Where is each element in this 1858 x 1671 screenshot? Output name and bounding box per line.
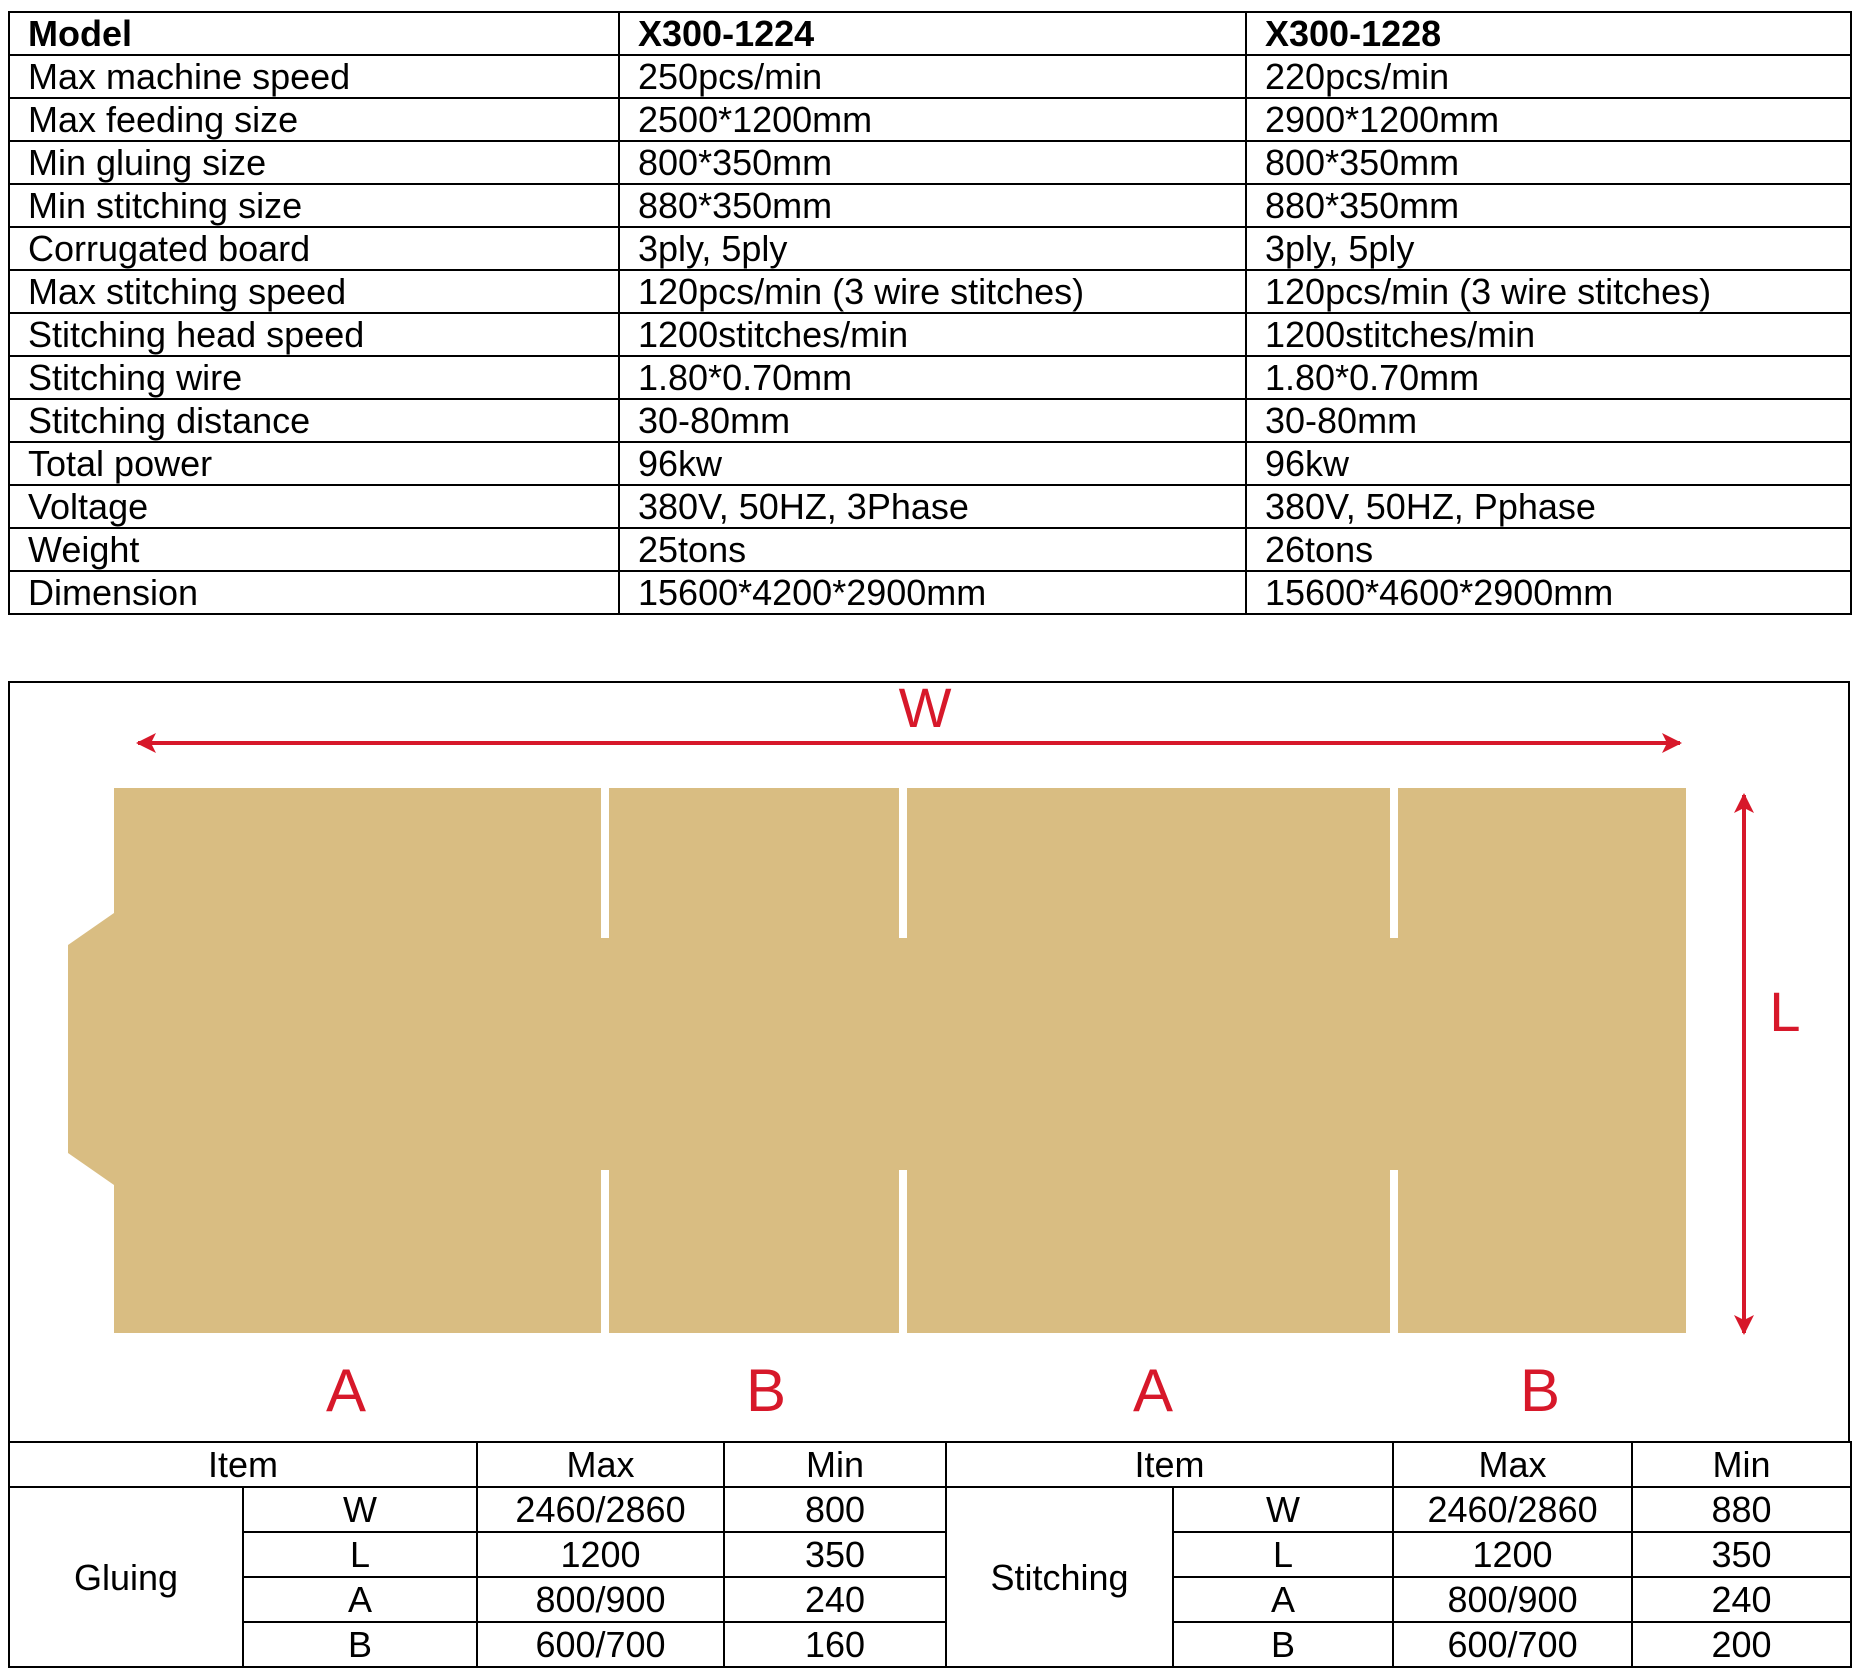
spec-header-cell: Model [9, 12, 619, 55]
spec-cell: 96kw [619, 442, 1246, 485]
spec-row [9, 184, 1851, 227]
spec-cell: 1.80*0.70mm [619, 356, 1246, 399]
size-header-cell: Min [724, 1442, 946, 1487]
spec-cell: Weight [9, 528, 619, 571]
size-cell: 350 [724, 1532, 946, 1577]
width-label: W [898, 683, 952, 739]
size-row [9, 1622, 1851, 1667]
size-cell: 240 [1632, 1577, 1851, 1622]
size-cell: L [1173, 1532, 1393, 1577]
spec-cell: 3ply, 5ply [619, 227, 1246, 270]
size-cell: 240 [724, 1577, 946, 1622]
board-panels [68, 788, 1686, 1333]
spec-cell: 380V, 50HZ, Pphase [1246, 485, 1851, 528]
spec-row [9, 356, 1851, 399]
spec-row [9, 313, 1851, 356]
spec-cell: 120pcs/min (3 wire stitches) [1246, 270, 1851, 313]
panel-label: A [1132, 1357, 1174, 1424]
spec-cell: Max feeding size [9, 98, 619, 141]
size-cell: 200 [1632, 1622, 1851, 1667]
spec-cell: 1.80*0.70mm [1246, 356, 1851, 399]
size-header-cell: Min [1632, 1442, 1851, 1487]
spec-cell: Total power [9, 442, 619, 485]
size-cell: L [243, 1532, 477, 1577]
spec-cell: 2900*1200mm [1246, 98, 1851, 141]
spec-cell: 30-80mm [1246, 399, 1851, 442]
stitching-label: Stitching [946, 1487, 1173, 1667]
size-cell: 2460/2860 [477, 1487, 724, 1532]
spec-cell: 220pcs/min [1246, 55, 1851, 98]
panel-a [907, 788, 1390, 1333]
size-row [9, 1577, 1851, 1622]
spec-row [9, 98, 1851, 141]
spec-cell: Stitching distance [9, 399, 619, 442]
spec-row [9, 442, 1851, 485]
size-header-row [9, 1442, 1851, 1487]
length-label: L [1769, 980, 1801, 1043]
spec-cell: 25tons [619, 528, 1246, 571]
spec-cell: 26tons [1246, 528, 1851, 571]
spec-cell: 1200stitches/min [1246, 313, 1851, 356]
size-header-cell: Item [9, 1442, 477, 1487]
size-limit-table [8, 1441, 1852, 1668]
spec-row [9, 528, 1851, 571]
panel-b [1398, 788, 1686, 1333]
size-cell: 600/700 [1393, 1622, 1632, 1667]
spec-cell: 2500*1200mm [619, 98, 1246, 141]
spec-row [9, 399, 1851, 442]
spec-cell: Dimension [9, 571, 619, 614]
spec-cell: 800*350mm [619, 141, 1246, 184]
spec-row [9, 55, 1851, 98]
size-cell: 1200 [477, 1532, 724, 1577]
spec-cell: Stitching head speed [9, 313, 619, 356]
spec-cell: Corrugated board [9, 227, 619, 270]
spec-header-row [9, 12, 1851, 55]
spec-cell: 120pcs/min (3 wire stitches) [619, 270, 1246, 313]
spec-table [8, 11, 1852, 615]
size-cell: 1200 [1393, 1532, 1632, 1577]
panel-a-with-glue-flap [68, 788, 601, 1333]
size-header-cell: Max [477, 1442, 724, 1487]
size-cell: B [243, 1622, 477, 1667]
spec-cell: Min gluing size [9, 141, 619, 184]
spec-cell: 96kw [1246, 442, 1851, 485]
size-row [9, 1532, 1851, 1577]
spec-cell: Max stitching speed [9, 270, 619, 313]
spec-header-cell: X300-1228 [1246, 12, 1851, 55]
size-cell: 800/900 [1393, 1577, 1632, 1622]
spec-row [9, 270, 1851, 313]
spec-cell: 30-80mm [619, 399, 1246, 442]
spec-row [9, 571, 1851, 614]
spec-cell: 250pcs/min [619, 55, 1246, 98]
size-cell: 2460/2860 [1393, 1487, 1632, 1532]
size-cell: A [243, 1577, 477, 1622]
fold-bridge [1388, 938, 1400, 1170]
spec-cell: 3ply, 5ply [1246, 227, 1851, 270]
spec-row [9, 141, 1851, 184]
panel-label: B [745, 1357, 787, 1424]
fold-bridge [599, 938, 611, 1170]
size-cell: 880 [1632, 1487, 1851, 1532]
spec-cell: Max machine speed [9, 55, 619, 98]
spec-cell: 880*350mm [619, 184, 1246, 227]
spec-cell: 1200stitches/min [619, 313, 1246, 356]
box-blank-diagram [8, 681, 1850, 1441]
size-cell: W [243, 1487, 477, 1532]
size-header-cell: Item [946, 1442, 1393, 1487]
spec-cell: 380V, 50HZ, 3Phase [619, 485, 1246, 528]
spec-cell: 15600*4200*2900mm [619, 571, 1246, 614]
spec-cell: Min stitching size [9, 184, 619, 227]
spec-cell: 15600*4600*2900mm [1246, 571, 1851, 614]
spec-header-cell: X300-1224 [619, 12, 1246, 55]
size-cell: B [1173, 1622, 1393, 1667]
spec-cell: Voltage [9, 485, 619, 528]
gluing-label: Gluing [9, 1487, 243, 1667]
size-cell: 350 [1632, 1532, 1851, 1577]
panel-b [609, 788, 899, 1333]
spec-row [9, 485, 1851, 528]
box-blank-svg [10, 683, 1848, 1441]
size-cell: W [1173, 1487, 1393, 1532]
size-cell: 600/700 [477, 1622, 724, 1667]
size-cell: 160 [724, 1622, 946, 1667]
fold-bridge [897, 938, 909, 1170]
panel-label: A [325, 1357, 367, 1424]
size-cell: 800/900 [477, 1577, 724, 1622]
size-cell: A [1173, 1577, 1393, 1622]
size-cell: 800 [724, 1487, 946, 1532]
spec-cell: 880*350mm [1246, 184, 1851, 227]
spec-row [9, 227, 1851, 270]
size-header-cell: Max [1393, 1442, 1632, 1487]
size-row [9, 1487, 1851, 1532]
spec-cell: Stitching wire [9, 356, 619, 399]
spec-cell: 800*350mm [1246, 141, 1851, 184]
panel-label: B [1519, 1357, 1561, 1424]
